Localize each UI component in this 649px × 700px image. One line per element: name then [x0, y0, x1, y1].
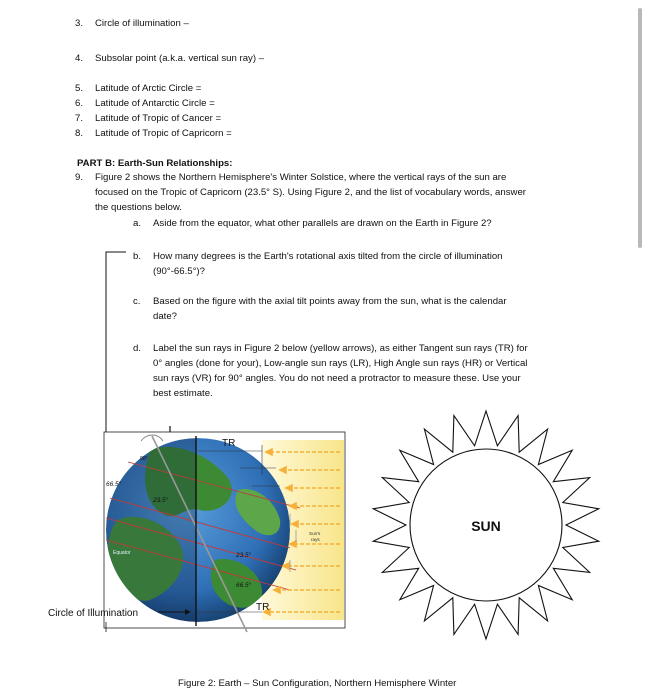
- lat-66-bottom-label: 66.5°: [236, 582, 252, 589]
- part-b-heading: PART B: Earth-Sun Relationships:: [77, 158, 233, 169]
- q9c-line-1: Based on the figure with the axial tilt points away from the sun, what is the calendar: [153, 296, 507, 307]
- lat-23-top-label: 23.5°: [153, 497, 169, 504]
- q9-number: 9.: [74, 172, 83, 183]
- q3-text: Circle of illumination –: [95, 18, 189, 29]
- q9-line-3: the questions below.: [95, 202, 182, 213]
- q9c-letter: c.: [133, 296, 141, 307]
- q9a-letter: a.: [133, 218, 142, 229]
- q5-text: Latitude of Arctic Circle =: [95, 83, 202, 94]
- tr-bottom-label: TR: [256, 602, 270, 613]
- q4-text: Subsolar point (a.k.a. vertical sun ray) –: [95, 53, 265, 64]
- q9d-letter: d.: [133, 343, 142, 354]
- q6-number: 6.: [74, 98, 83, 109]
- q9d-line-2: 0° angles (done for your), Low-angle sun rays (LR), High Angle sun rays (HR) or Vertical: [153, 358, 528, 369]
- q6-text: Latitude of Antarctic Circle =: [95, 98, 215, 109]
- q9b-line-1: How many degrees is the Earth's rotational axis tilted from the circle of illumination: [153, 251, 503, 262]
- q7-number: 7.: [74, 113, 83, 124]
- tr-top-label: TR: [222, 438, 236, 449]
- q3-number: 3.: [74, 18, 83, 29]
- q9-line-1: Figure 2 shows the Northern Hemisphere's Winter Solstice, where the vertical rays of the sun are: [95, 172, 507, 183]
- lat-90-label: 90°: [140, 456, 148, 462]
- lat-23-bottom-label: 23.5°: [236, 552, 252, 559]
- q9d-line-1: Label the sun rays in Figure 2 below (yellow arrows), as either Tangent sun rays (TR) for: [153, 343, 528, 354]
- circle-of-illumination-label: Circle of Illumination: [48, 608, 139, 619]
- q8-text: Latitude of Tropic of Capricorn =: [95, 128, 232, 139]
- q5-number: 5.: [74, 83, 83, 94]
- equator-label: Equator: [113, 550, 131, 556]
- q9a-text: Aside from the equator, what other parallels are drawn on the Earth in Figure 2?: [153, 218, 492, 229]
- q8-number: 8.: [74, 128, 83, 139]
- q9d-line-4: best estimate.: [153, 388, 213, 399]
- q4-number: 4.: [74, 53, 83, 64]
- q9d-line-3: sun rays (VR) for 90° angles. You do not need a protractor to measure these. Use your: [153, 373, 521, 384]
- bracket-line: [106, 252, 170, 433]
- sun-rays-label-1: Sun's: [309, 531, 321, 536]
- q9b-letter: b.: [133, 251, 142, 262]
- lat-66-top-label: 66.5°: [106, 481, 122, 488]
- figure-caption: Figure 2: Earth – Sun Configuration, Northern Hemisphere Winter: [178, 678, 457, 689]
- q9-line-2: focused on the Tropic of Capricorn (23.5° S). Using Figure 2, and the list of vocabulary words, answer: [95, 187, 526, 198]
- sun-label: SUN: [471, 518, 501, 534]
- q7-text: Latitude of Tropic of Cancer =: [95, 113, 222, 124]
- sun-graphic: [373, 411, 599, 639]
- sun-rays-label-2: rays: [311, 537, 320, 542]
- q9b-line-2: (90°-66.5°)?: [153, 266, 205, 277]
- q9c-line-2: date?: [153, 311, 178, 322]
